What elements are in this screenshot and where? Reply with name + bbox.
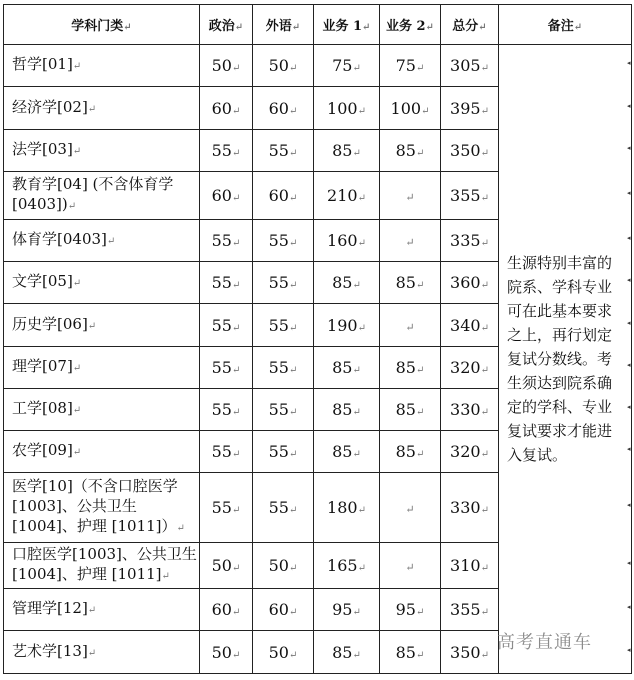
language-cell: 55↵	[253, 389, 314, 431]
language-cell: 55↵	[253, 220, 314, 262]
language-cell: 55↵	[253, 347, 314, 389]
total-cell: 395↵	[441, 87, 499, 130]
politics-cell: 55↵	[200, 130, 253, 172]
row-end-mark: ◂	[627, 603, 631, 611]
language-cell: 50↵	[253, 543, 314, 589]
politics-cell: 60↵	[200, 87, 253, 130]
total-cell: 350↵	[441, 631, 499, 674]
politics-cell: 60↵	[200, 589, 253, 631]
course1-cell: 180↵	[314, 473, 380, 543]
course2-cell: 85↵	[380, 347, 441, 389]
header-course2: 业务 2↵	[380, 5, 441, 45]
politics-cell: 55↵	[200, 473, 253, 543]
course2-cell: 85↵	[380, 431, 441, 473]
politics-cell: 55↵	[200, 389, 253, 431]
language-cell: 55↵	[253, 431, 314, 473]
politics-cell: 55↵	[200, 220, 253, 262]
row-end-mark: ◂	[627, 361, 631, 369]
course2-cell: 85↵	[380, 631, 441, 674]
total-cell: 360↵	[441, 262, 499, 304]
course2-cell: ↵	[380, 304, 441, 347]
course2-cell: 100↵	[380, 87, 441, 130]
watermark: 高考直通车	[497, 632, 592, 653]
subject-name-cell: 艺术学[13]↵	[4, 631, 200, 674]
language-cell: 60↵	[253, 87, 314, 130]
total-cell: 320↵	[441, 431, 499, 473]
course1-cell: 190↵	[314, 304, 380, 347]
header-politics: 政治↵	[200, 5, 253, 45]
politics-cell: 50↵	[200, 45, 253, 87]
total-cell: 355↵	[441, 589, 499, 631]
course2-cell: ↵	[380, 473, 441, 543]
course1-cell: 165↵	[314, 543, 380, 589]
row-end-mark: ◂	[627, 445, 631, 453]
course1-cell: 210↵	[314, 172, 380, 220]
remark-cell: 生源特别丰富的院系、学科专业可在此基本要求之上，再行划定复试分数线。考生须达到院系确定的学科、专业复试要求才能进入复试。	[499, 45, 632, 674]
language-cell: 55↵	[253, 473, 314, 543]
subject-name-cell: 教育学[04] (不含体育学[0403])↵	[4, 172, 200, 220]
course2-cell: ↵	[380, 220, 441, 262]
politics-cell: 50↵	[200, 543, 253, 589]
row-end-mark: ◂	[627, 189, 631, 197]
course1-cell: 95↵	[314, 589, 380, 631]
row-end-mark: ◂	[627, 318, 631, 327]
subject-name-cell: 医学[10]（不含口腔医学[1003]、公共卫生[1004]、护理 [1011]）↵	[4, 473, 200, 543]
row-end-mark: ◂	[627, 645, 631, 654]
course2-cell: 85↵	[380, 130, 441, 172]
total-cell: 330↵	[441, 389, 499, 431]
row-end-mark: ◂	[627, 234, 631, 242]
subject-name-cell: 口腔医学[1003]、公共卫生 [1004]、护理 [1011]↵	[4, 543, 200, 589]
header-row	[4, 5, 632, 45]
politics-cell: 55↵	[200, 347, 253, 389]
language-cell: 55↵	[253, 130, 314, 172]
table-body	[4, 45, 632, 674]
row-end-mark: ◂	[627, 59, 631, 67]
total-cell: 320↵	[441, 347, 499, 389]
course2-cell: 85↵	[380, 389, 441, 431]
course2-cell: 95↵	[380, 589, 441, 631]
course2-cell: ↵	[380, 543, 441, 589]
table-row	[4, 45, 632, 87]
course1-cell: 160↵	[314, 220, 380, 262]
row-end-mark: ◂	[627, 101, 631, 110]
subject-name-cell: 哲学[01]↵	[4, 45, 200, 87]
course1-cell: 85↵	[314, 262, 380, 304]
language-cell: 60↵	[253, 589, 314, 631]
course1-cell: 75↵	[314, 45, 380, 87]
row-end-mark: ◂	[627, 276, 631, 284]
language-cell: 55↵	[253, 304, 314, 347]
course1-cell: 100↵	[314, 87, 380, 130]
header-language: 外语↵	[253, 5, 314, 45]
header-subject: 学科门类↵	[4, 5, 200, 45]
total-cell: 355↵	[441, 172, 499, 220]
row-end-mark: ◂	[627, 403, 631, 411]
row-end-mark: ◂	[627, 501, 631, 509]
subject-name-cell: 农学[09]↵	[4, 431, 200, 473]
course1-cell: 85↵	[314, 431, 380, 473]
total-cell: 310↵	[441, 543, 499, 589]
total-cell: 305↵	[441, 45, 499, 87]
course1-cell: 85↵	[314, 389, 380, 431]
subject-name-cell: 经济学[02]↵	[4, 87, 200, 130]
course2-cell: 75↵	[380, 45, 441, 87]
score-table	[3, 4, 632, 674]
total-cell: 335↵	[441, 220, 499, 262]
language-cell: 50↵	[253, 631, 314, 674]
row-end-mark: ◂	[627, 144, 631, 152]
language-cell: 50↵	[253, 45, 314, 87]
politics-cell: 50↵	[200, 631, 253, 674]
subject-name-cell: 管理学[12]↵	[4, 589, 200, 631]
politics-cell: 60↵	[200, 172, 253, 220]
subject-name-cell: 文学[05]↵	[4, 262, 200, 304]
header-remark: 备注↵	[499, 5, 632, 45]
politics-cell: 55↵	[200, 304, 253, 347]
language-cell: 55↵	[253, 262, 314, 304]
total-cell: 330↵	[441, 473, 499, 543]
header-total: 总分↵	[441, 5, 499, 45]
course2-cell: ↵	[380, 172, 441, 220]
politics-cell: 55↵	[200, 262, 253, 304]
row-end-mark: ◂	[627, 559, 631, 567]
subject-name-cell: 工学[08]↵	[4, 389, 200, 431]
course2-cell: 85↵	[380, 262, 441, 304]
language-cell: 60↵	[253, 172, 314, 220]
subject-name-cell: 体育学[0403]↵	[4, 220, 200, 262]
course1-cell: 85↵	[314, 130, 380, 172]
subject-name-cell: 历史学[06]↵	[4, 304, 200, 347]
course1-cell: 85↵	[314, 347, 380, 389]
subject-name-cell: 法学[03]↵	[4, 130, 200, 172]
subject-name-cell: 理学[07]↵	[4, 347, 200, 389]
course1-cell: 85↵	[314, 631, 380, 674]
politics-cell: 55↵	[200, 431, 253, 473]
header-course1: 业务 1↵	[314, 5, 380, 45]
total-cell: 350↵	[441, 130, 499, 172]
total-cell: 340↵	[441, 304, 499, 347]
